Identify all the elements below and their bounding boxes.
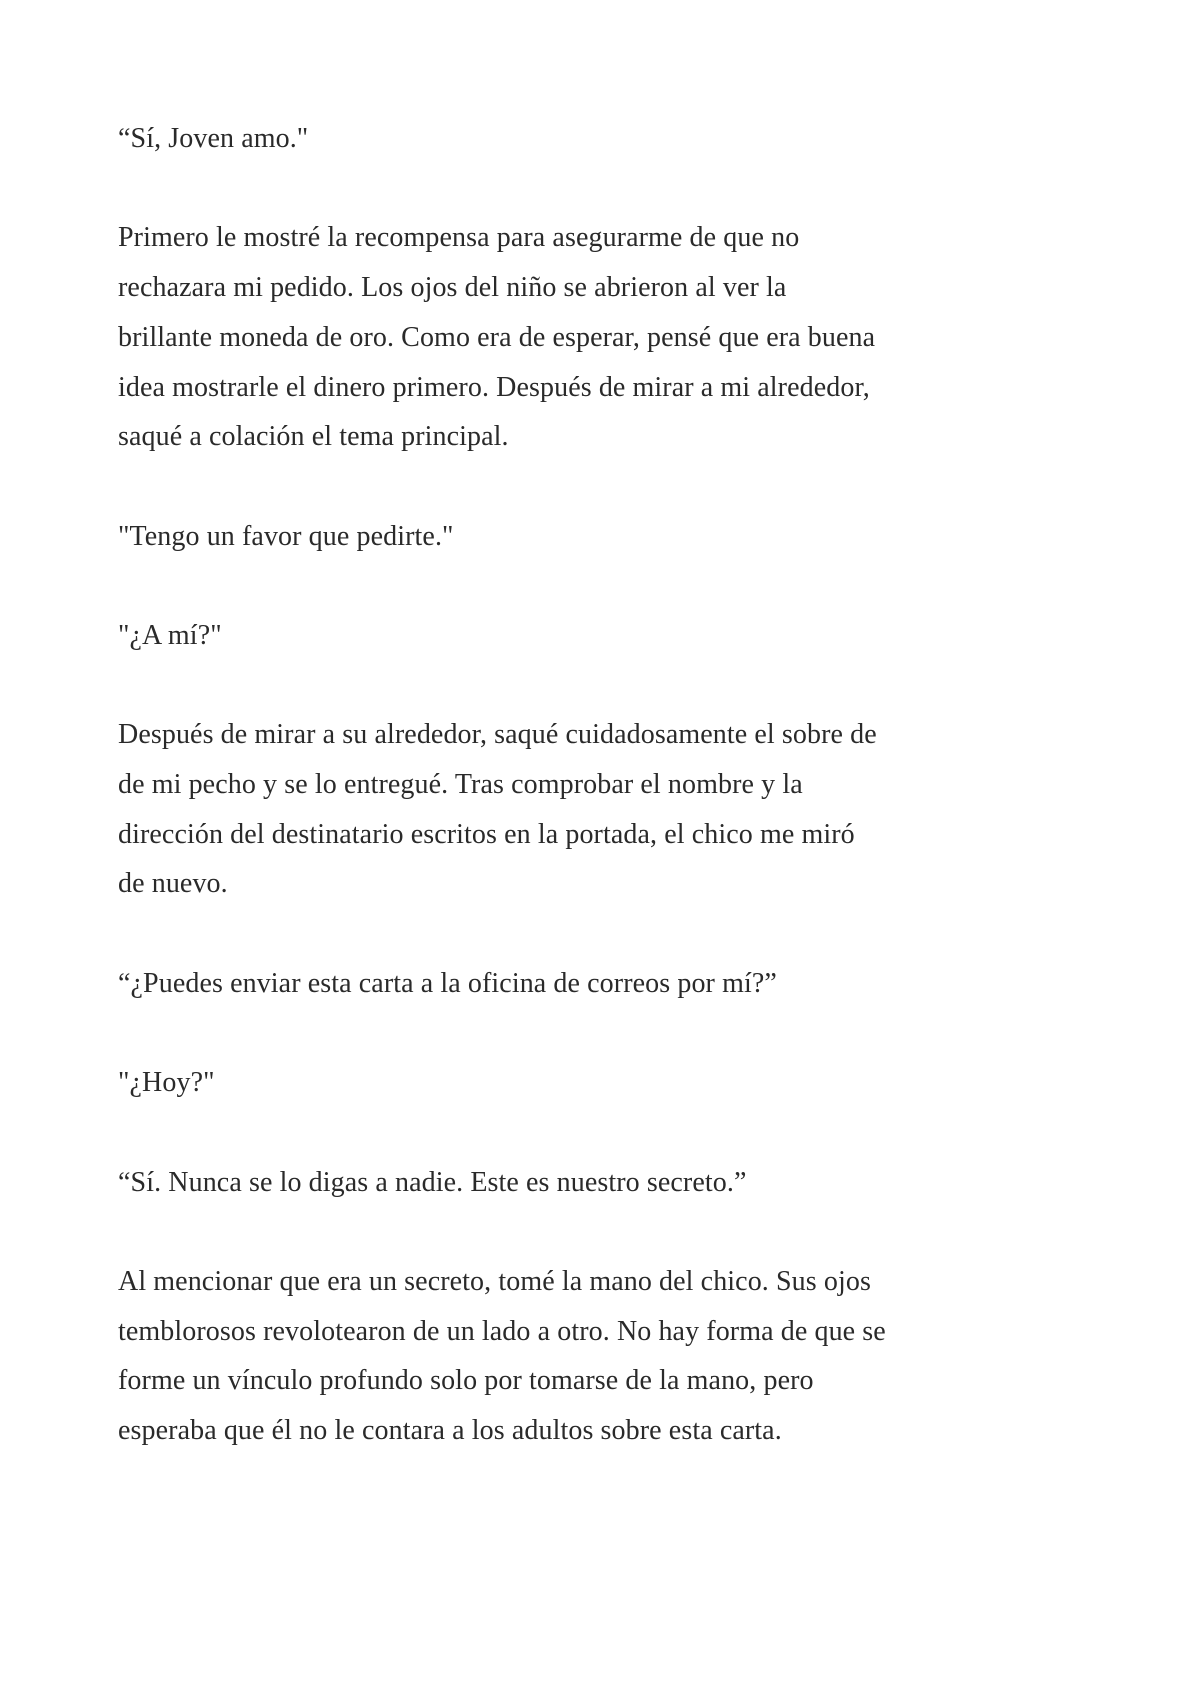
text-line: idea mostrarle el dinero primero. Después de mirar a mi alrededor, — [118, 371, 870, 403]
paragraph-dialogue-send-letter — [118, 959, 1018, 1009]
text-line: esperaba que él no le contara a los adultos sobre esta carta. — [118, 1415, 782, 1447]
text-line: “Sí. Nunca se lo digas a nadie. Este es nuestro secreto.” — [118, 1166, 747, 1198]
text-line: temblorosos revolotearon de un lado a otro. No hay forma de que se — [118, 1315, 886, 1347]
text-line: Al mencionar que era un secreto, tomé la mano del chico. Sus ojos — [118, 1266, 871, 1298]
text-line: "¿Hoy?" — [118, 1067, 215, 1099]
paragraph-dialogue-a-mi — [118, 611, 1018, 661]
text-line: forme un vínculo profundo solo por tomarse de la mano, pero — [118, 1365, 814, 1397]
text-line: rechazara mi pedido. Los ojos del niño se abrieron al ver la — [118, 272, 787, 304]
text-line: saqué a colación el tema principal. — [118, 421, 509, 453]
paragraph-reward — [118, 213, 1018, 462]
paragraph-dialogue-favor — [118, 512, 1018, 562]
text-line: de nuevo. — [118, 868, 228, 900]
text-line: Después de mirar a su alrededor, saqué cuidadosamente el sobre de — [118, 719, 877, 751]
text-line: "¿A mí?" — [118, 619, 222, 651]
text-line: Primero le mostré la recompensa para asegurarme de que no — [118, 222, 800, 254]
paragraph-envelope — [118, 710, 1018, 909]
document-page — [118, 114, 1018, 1506]
text-line: dirección del destinatario escritos en la portada, el chico me miró — [118, 818, 855, 850]
paragraph-dialogue-hoy — [118, 1058, 1018, 1108]
text-line: "Tengo un favor que pedirte." — [118, 520, 454, 552]
paragraph-dialogue-si-joven-amo — [118, 114, 1018, 164]
text-line: brillante moneda de oro. Como era de esperar, pensé que era buena — [118, 321, 876, 353]
text-line: “¿Puedes enviar esta carta a la oficina de correos por mí?” — [118, 967, 777, 999]
text-line: de mi pecho y se lo entregué. Tras comprobar el nombre y la — [118, 769, 803, 801]
paragraph-dialogue-secret — [118, 1158, 1018, 1208]
text-line: “Sí, Joven amo." — [118, 123, 309, 154]
paragraph-hand — [118, 1257, 1018, 1456]
